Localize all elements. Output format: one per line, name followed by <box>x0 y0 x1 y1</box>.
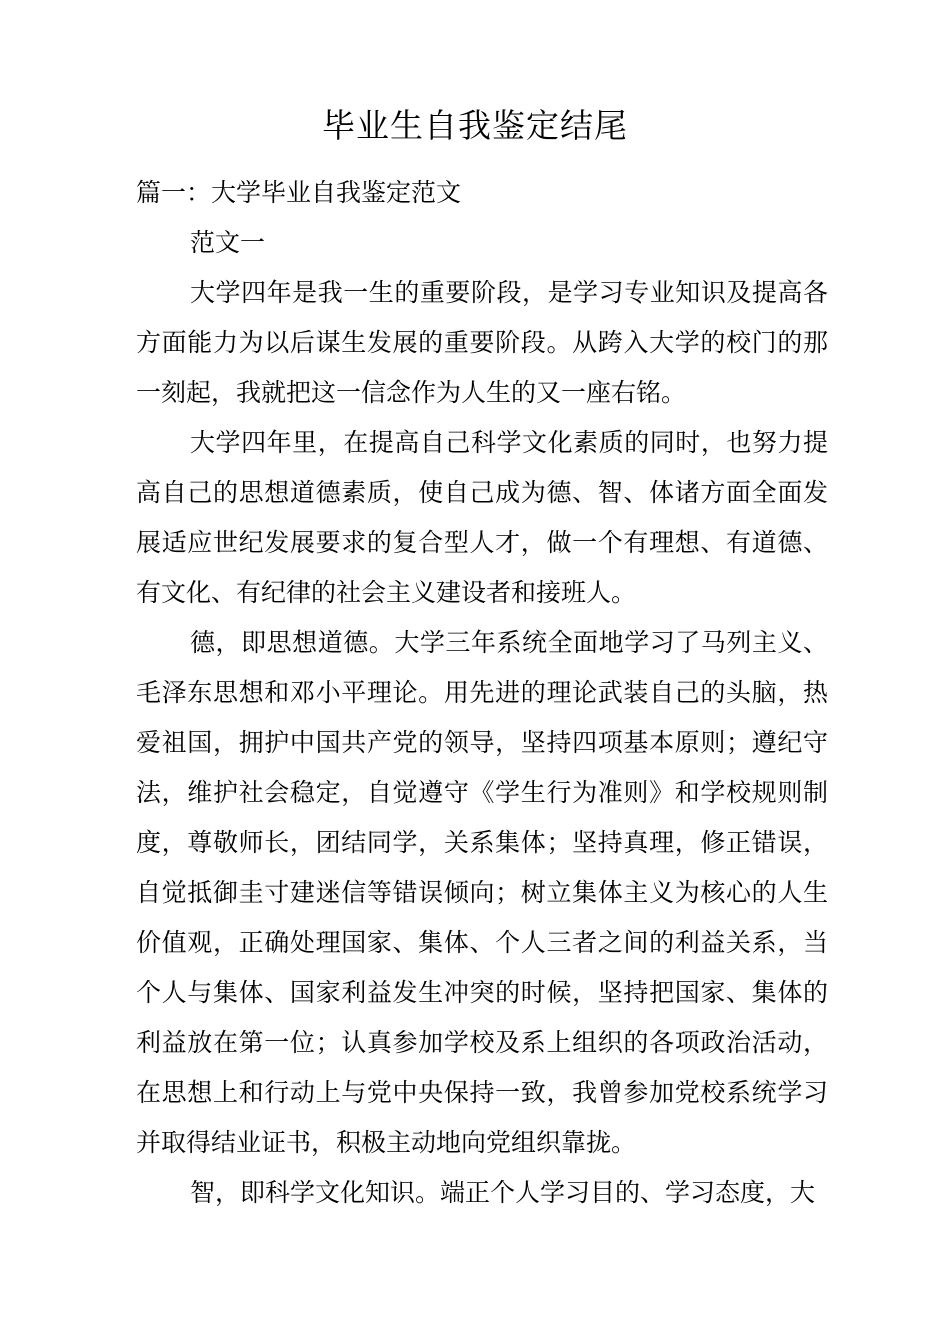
paragraph-2: 大学四年里，在提高自己科学文化素质的同时，也努力提高自己的思想道德素质，使自己成为德、智、体诸方面全面发展适应世纪发展要求的复合型人才，做一个有理想、有道德、有文化、有纪律的社会主义建设者和接班人。 <box>136 428 828 607</box>
paragraph-3: 德，即思想道德。大学三年系统全面地学习了马列主义、毛泽东思想和邓小平理论。用先进的理论武装自己的头脑，热爱祖国，拥护中国共产党的领导，坚持四项基本原则；遵纪守法，维护社会稳定，自觉遵守《学生行为准则》和学校规则制度，尊敬师长，团结同学，关系集体；坚持真理，修正错误，自觉抵御圭寸建迷信等错误倾向；树立集体主义为核心的人生价值观，正确处理国家、集体、个人三者之间的利益关系，当个人与集体、国家利益发生冲突的时候，坚持把国家、集体的利益放在第一位；认真参加学校及系上组织的各项政治活动，在思想上和行动上与党中央保持一致，我曾参加党校系统学习并取得结业证书，积极主动地向党组织靠拢。 <box>136 628 828 1157</box>
section-heading: 篇一：大学毕业自我鉴定范文 <box>136 178 462 207</box>
document-body <box>136 168 828 1218</box>
document-title: 毕业生自我鉴定结尾 <box>322 106 628 145</box>
paragraph-4: 智，即科学文化知识。端正个人学习目的、学习态度，大 <box>190 1178 816 1207</box>
paragraph-1: 大学四年是我一生的重要阶段，是学习专业知识及提高各方面能力为以后谋生发展的重要阶段。从跨入大学的校门的那一刻起，我就把这一信念作为人生的又一座右铭。 <box>136 278 828 407</box>
subheading: 范文一 <box>190 228 266 257</box>
